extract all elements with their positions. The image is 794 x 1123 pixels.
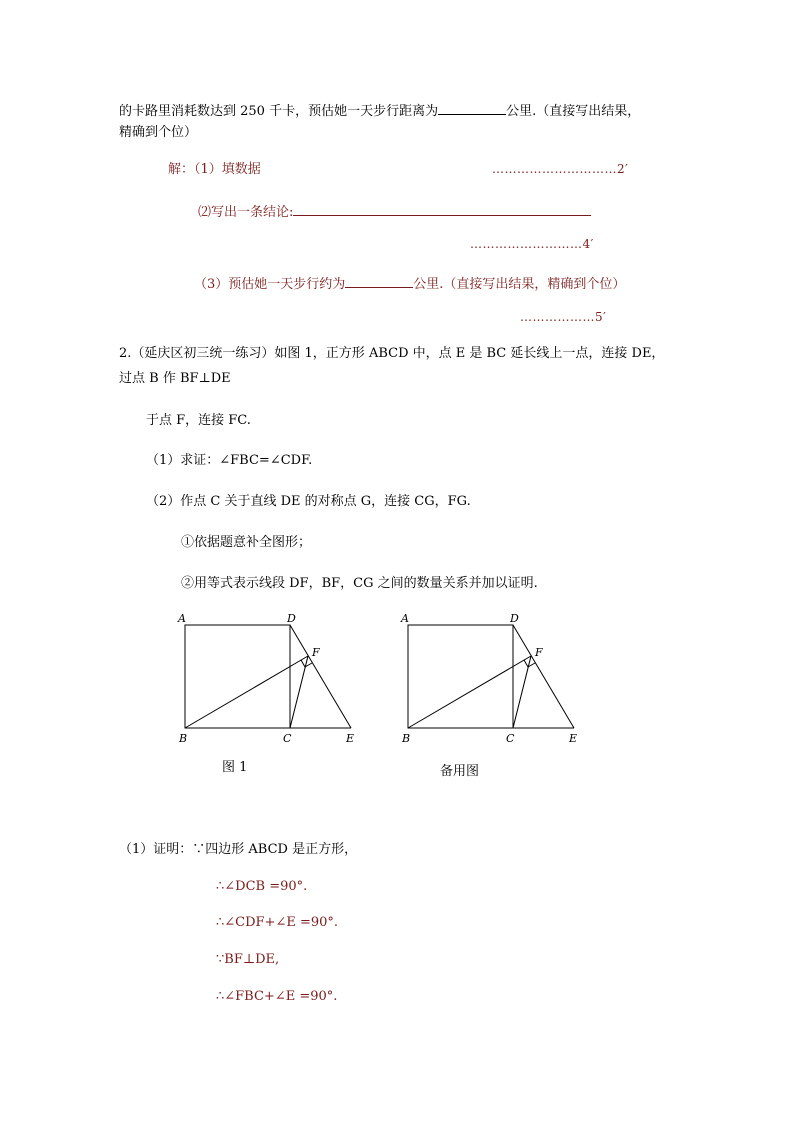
backup-point-label-f: F <box>535 646 543 659</box>
problem-2-line-1: 2.（延庆区初三统一练习）如图 1，正方形 ABCD 中，点 E 是 BC 延长线上一点，连接 DE， <box>119 346 665 361</box>
point-label-f: F <box>312 646 320 659</box>
backup-figure-diagram <box>394 608 594 748</box>
solution-part-3 <box>194 273 625 294</box>
backup-point-label-c: C <box>506 732 515 745</box>
solution-part-1: 解：（1）填数据 <box>168 162 261 177</box>
backup-point-label-b: B <box>402 732 411 745</box>
backup-point-label-e: E <box>569 732 578 745</box>
question-text-b: 公里.（直接写出结果， <box>506 104 641 119</box>
figure-1-diagram <box>170 608 370 748</box>
point-label-e: E <box>346 732 355 745</box>
point-label-b: B <box>179 732 188 745</box>
distance-blank[interactable] <box>345 273 413 288</box>
solution-part-2-label: ⑵写出一条结论: <box>198 205 294 220</box>
proof-line-3: ∴∠CDF+∠E =90°. <box>216 915 339 930</box>
proof-line-1: （1）证明：∵四边形 ABCD 是正方形， <box>119 842 358 857</box>
solution-part-3-b: 公里.（直接写出结果，精确到个位） <box>413 277 626 292</box>
backup-point-label-d: D <box>510 612 519 625</box>
solution-part-2 <box>198 201 591 222</box>
proof-line-4: ∵BF⊥DE, <box>216 952 280 967</box>
point-label-a: A <box>178 612 186 625</box>
backup-segment-de <box>513 625 574 728</box>
proof-line-2: ∴∠DCB =90°. <box>216 879 308 894</box>
point-label-d: D <box>287 612 296 625</box>
question-text-a: 的卡路里消耗数达到 250 千卡，预估她一天步行距离为 <box>119 104 439 119</box>
question-line-2: 精确到个位） <box>119 125 198 140</box>
point-label-c: C <box>283 732 292 745</box>
backup-square-abcd <box>408 625 513 728</box>
segment-de <box>290 625 351 728</box>
problem-2-line-2: 过点 B 作 BF⊥DE <box>119 371 231 386</box>
backup-point-label-a: A <box>401 612 409 625</box>
answer-blank[interactable] <box>438 100 506 115</box>
problem-2-line-3: 于点 F，连接 FC. <box>146 413 251 428</box>
backup-figure-caption: 备用图 <box>440 764 480 779</box>
score-mark-2: …………………………2′ <box>492 162 629 176</box>
problem-2-question-2: （2）作点 C 关于直线 DE 的对称点 G，连接 CG，FG. <box>146 494 471 509</box>
question-line-1 <box>119 100 640 121</box>
problem-2-question-2a: ①依据题意补全图形； <box>181 535 312 550</box>
problem-2-question-2b: ②用等式表示线段 DF，BF，CG 之间的数量关系并加以证明. <box>181 576 538 591</box>
figure-1-caption: 图 1 <box>222 760 248 775</box>
square-abcd <box>185 625 290 728</box>
problem-2-question-1: （1）求证：∠FBC=∠CDF. <box>146 453 313 468</box>
score-mark-5: ………………5′ <box>520 310 607 324</box>
solution-part-3-a: （3）预估她一天步行约为 <box>194 277 346 292</box>
conclusion-blank[interactable] <box>293 201 591 216</box>
proof-line-5: ∴∠FBC+∠E =90°. <box>216 989 338 1004</box>
score-mark-4: ………………………4′ <box>470 237 594 251</box>
